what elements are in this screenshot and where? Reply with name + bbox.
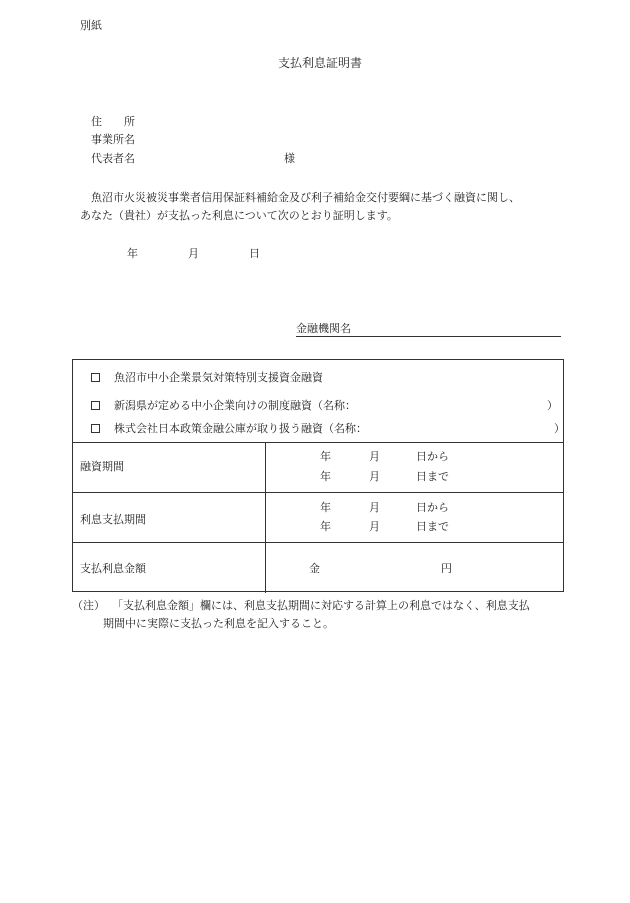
note-line-1: 「支払利息金額」欄には、利息支払期間に対応する計算上の利息ではなく、利息支払 (112, 599, 530, 612)
date-day: 日 (249, 247, 260, 260)
loan-period-to-suffix: 日まで (416, 470, 449, 483)
loan-period-to-year: 年 (320, 470, 331, 483)
body-text-line-2: あなた（貴社）が支払った利息について次のとおり証明します。 (80, 209, 398, 222)
institution-label: 金融機関名 (296, 322, 351, 335)
interest-period-to-year: 年 (320, 520, 331, 533)
attachment-label: 別紙 (80, 19, 102, 32)
interest-amount-label: 支払利息金額 (80, 562, 146, 575)
loan-option-2-label: 新潟県が定める中小企業向けの制度融資（名称： (114, 399, 356, 412)
checkbox-icon[interactable] (91, 401, 100, 410)
interest-period-from-year: 年 (320, 501, 331, 514)
loan-period-from-month: 月 (369, 450, 380, 463)
note-line-2: 期間中に実際に支払った利息を記入すること。 (103, 617, 334, 630)
loan-option-2-close: ） (547, 399, 558, 412)
divider (73, 442, 563, 443)
interest-amount-prefix: 金 (309, 562, 320, 575)
divider (73, 492, 563, 493)
checkbox-icon[interactable] (91, 373, 100, 382)
institution-underline (296, 336, 561, 337)
interest-period-from-suffix: 日から (416, 501, 449, 514)
note-marker: （注） (72, 599, 105, 612)
body-text-line-1: 魚沼市火災被災事業者信用保証料補給金及び利子補給金交付要綱に基づく融資に関し、 (91, 191, 520, 204)
interest-period-to-month: 月 (369, 520, 380, 533)
loan-option-3-label: 株式会社日本政策金融公庫が取り扱う融資（名称： (114, 422, 367, 435)
loan-option-1[interactable] (91, 371, 323, 385)
loan-period-from-year: 年 (320, 450, 331, 463)
office-name-label: 事業所名 (91, 133, 135, 146)
loan-period-label: 融資期間 (80, 460, 124, 473)
loan-period-from-suffix: 日から (416, 450, 449, 463)
checkbox-icon[interactable] (91, 424, 100, 433)
loan-option-3[interactable] (91, 422, 367, 436)
address-label: 住 所 (91, 115, 135, 128)
representative-label: 代表者名 (91, 152, 135, 165)
interest-period-label: 利息支払期間 (80, 513, 146, 526)
interest-period-to-suffix: 日まで (416, 520, 449, 533)
loan-option-1-label: 魚沼市中小企業景気対策特別支援資金融資 (114, 371, 323, 384)
interest-amount-unit: 円 (441, 562, 452, 575)
divider (73, 542, 563, 543)
date-month: 月 (188, 247, 199, 260)
document-title: 支払利息証明書 (278, 56, 363, 70)
date-year: 年 (127, 247, 138, 260)
certificate-table (72, 359, 564, 592)
loan-period-to-month: 月 (369, 470, 380, 483)
loan-option-2[interactable] (91, 399, 356, 413)
column-divider (265, 442, 266, 593)
honorific: 様 (284, 152, 295, 165)
loan-option-3-close: ） (554, 422, 565, 435)
interest-period-from-month: 月 (369, 501, 380, 514)
